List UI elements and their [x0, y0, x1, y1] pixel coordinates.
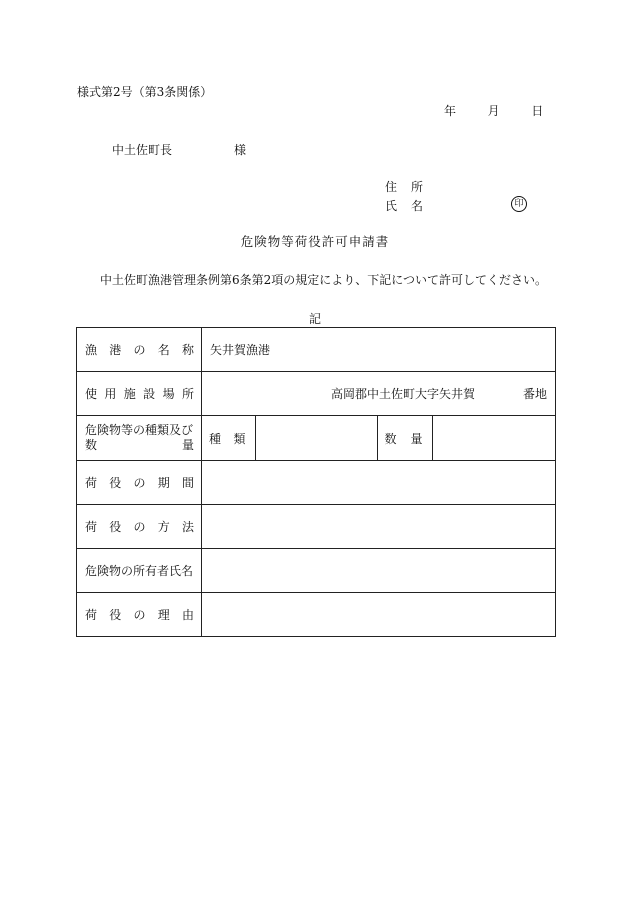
application-table: [76, 327, 556, 637]
period-value[interactable]: [202, 461, 556, 505]
table-row-harbor-name: [77, 328, 556, 372]
addressee-name: 中土佐町長: [112, 143, 173, 157]
addressee: [112, 143, 246, 157]
name-label: 氏 名: [385, 199, 424, 213]
month-label: 月: [487, 104, 500, 118]
hazard-type-quantity-cell: [202, 416, 556, 461]
owner-label: 危険物の所有者氏名: [77, 549, 202, 593]
table-row-period: [77, 461, 556, 505]
applicant-address-row: [385, 180, 429, 194]
harbor-name-value[interactable]: 矢井賀漁港: [202, 328, 556, 372]
table-row-method: [77, 505, 556, 549]
owner-value[interactable]: [202, 549, 556, 593]
reason-value[interactable]: [202, 593, 556, 637]
table-row-owner: [77, 549, 556, 593]
facility-location-label: 使 用 施 設 場 所: [77, 372, 202, 416]
day-label: 日: [531, 104, 544, 118]
seal-mark-icon: 印: [511, 196, 527, 212]
addressee-honorific: 様: [234, 143, 247, 157]
reason-label: 荷 役 の 理 由: [77, 593, 202, 637]
request-statement: 中土佐町漁港管理条例第6条第2項の規定により、下記について許可してください。: [100, 273, 548, 287]
quantity-label: 数 量: [377, 416, 432, 460]
address-label: 住 所: [385, 180, 424, 194]
document-title: 危険物等荷役許可申請書: [240, 234, 390, 249]
hazard-subtable: [202, 416, 555, 460]
ki-heading: 記: [308, 312, 321, 326]
harbor-name-label: 漁 港 の 名 称: [77, 328, 202, 372]
quantity-value[interactable]: [432, 416, 555, 460]
facility-address: 高岡郡中土佐町大字矢井賀: [330, 387, 475, 401]
hazard-type-quantity-label: 危険物等の種類及び 数 量: [77, 416, 202, 461]
table-row-hazard-type-quantity: [77, 416, 556, 461]
type-label: 種 類: [202, 416, 255, 460]
facility-location-value[interactable]: [202, 372, 556, 416]
year-label: 年: [444, 104, 457, 118]
method-label: 荷 役 の 方 法: [77, 505, 202, 549]
applicant-name-row: [385, 199, 429, 213]
type-value[interactable]: [255, 416, 377, 460]
method-value[interactable]: [202, 505, 556, 549]
date-line: [444, 104, 543, 118]
banchi-suffix: 番地: [522, 387, 547, 401]
table-row-reason: [77, 593, 556, 637]
period-label: 荷 役 の 期 間: [77, 461, 202, 505]
form-number: 様式第2号（第3条関係）: [77, 85, 213, 99]
table-row-facility-location: [77, 372, 556, 416]
